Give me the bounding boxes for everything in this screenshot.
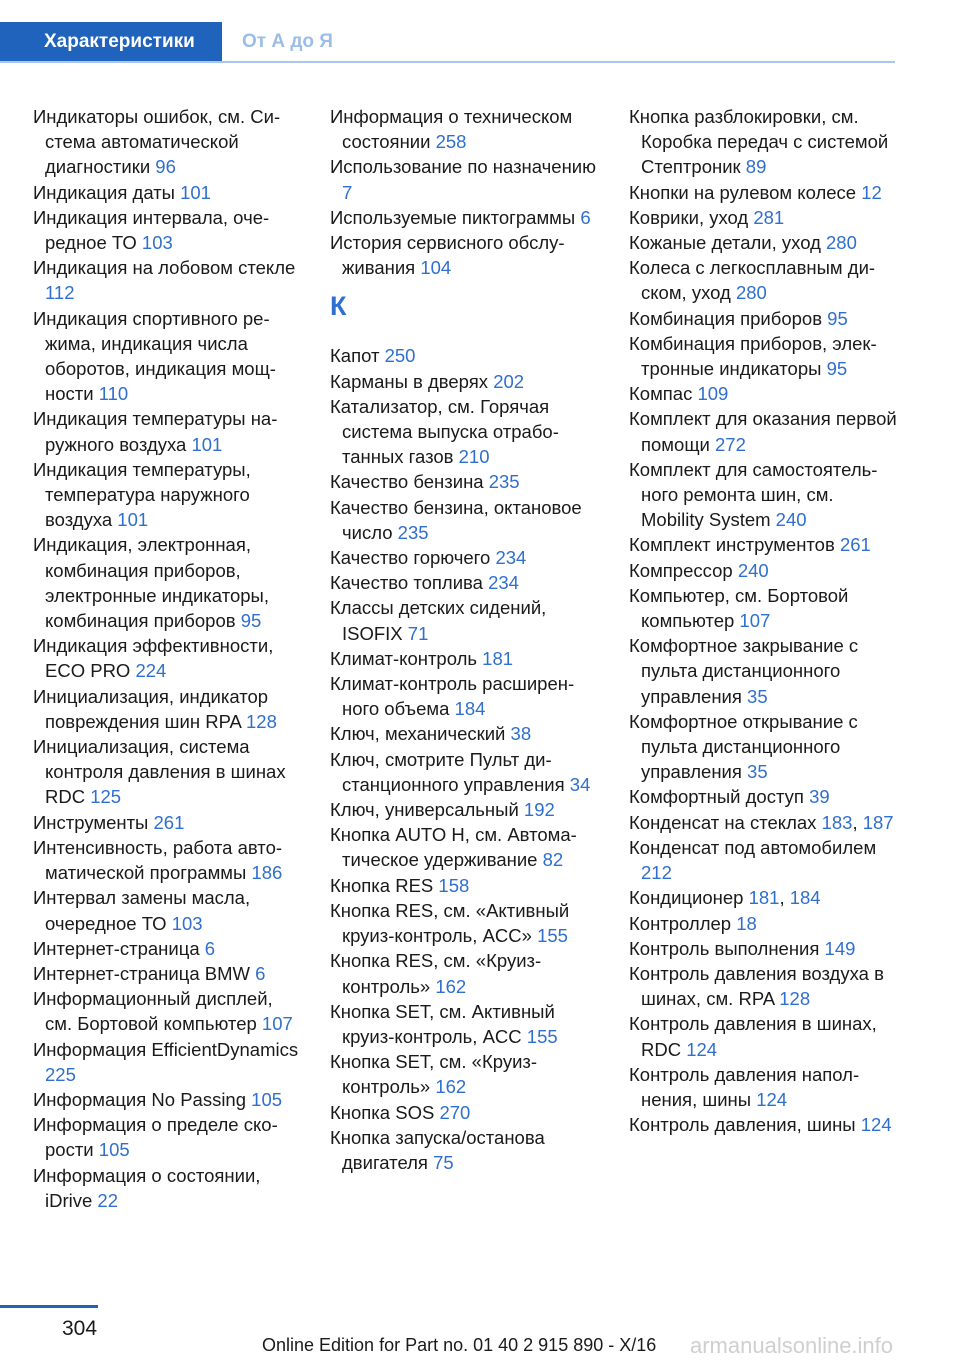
index-entry [629,810,899,835]
index-entry [330,671,600,721]
page-link[interactable]: 235 [397,521,429,543]
entry-term: Кнопка RES, см. «Активный круиз-контроль, ACC» [330,899,570,947]
entry-term: Качество бензина, октановое число [330,496,582,543]
entry-term: Кнопка SET, см. «Круиз-контроль» [330,1051,538,1098]
entry-term: Информация No Passing [33,1088,247,1110]
page-link[interactable]: 12 [861,181,882,203]
index-entry [629,961,899,1011]
index-entry [330,1100,600,1125]
entry-term: Интервал замены масла, очередное ТО [33,887,251,934]
page-link[interactable]: 124 [686,1038,718,1060]
index-entry [330,545,600,570]
page-link[interactable]: 280 [735,282,767,304]
page-link[interactable]: 184 [454,698,486,720]
page-link[interactable]: 235 [488,471,520,493]
page-link[interactable]: 107 [739,610,771,632]
entry-term: Информация о пределе скорости [33,1114,278,1161]
entry-term: Карманы в дверях [330,370,489,392]
page-link[interactable]: 110 [98,383,129,405]
page-link[interactable]: 105 [98,1139,130,1161]
entry-term: Контроль давления воздуха в шинах, см. RPA [629,962,884,1010]
index-entry [629,406,899,456]
page-link[interactable]: 250 [384,345,416,367]
index-entry [330,1049,600,1099]
entry-term: Комфортное закрывание с пульта дистанционного управления [629,635,859,707]
entry-term: Кнопка RES [330,874,434,896]
entry-term: Индикация интервала, очередное ТО [33,206,270,254]
index-entry [330,205,600,230]
index-entry [330,948,600,998]
index-entry [33,986,303,1036]
index-entry [33,1087,303,1112]
entry-term: Контроль давления в шинах, RDC [629,1013,877,1060]
entry-term: Кнопки на рулевом колесе [629,181,857,203]
entry-term: Кнопка AUTO H, см. Автоматическое удерживание [330,824,577,871]
entry-term: Кожаные детали, уход [629,232,821,254]
index-entry [330,721,600,746]
page-link[interactable]: 224 [135,660,167,682]
entry-term: Качество топлива [330,572,483,594]
page-link[interactable]: 103 [171,912,203,934]
entry-term: Кнопка SET, см. Активный круиз-контроль, ACC [330,1000,555,1047]
page-link[interactable]: 181 [748,887,780,909]
page-link[interactable]: 202 [493,370,525,392]
index-entry [330,230,600,280]
index-entry [629,331,899,381]
watermark: armanualsonline.info [690,1333,894,1358]
index-entry [33,104,303,180]
page-link[interactable]: 261 [839,534,871,556]
page-link[interactable]: 35 [747,685,768,707]
index-entry [629,381,899,406]
index-entry [629,784,899,809]
entry-term: Индикация спортивного режима, индикация числа оборотов, индикация мощности [33,307,276,405]
page-link[interactable]: 225 [45,1063,76,1085]
entry-term: Комплект инструментов [629,534,835,556]
page-link[interactable]: 234 [488,572,519,594]
page-link[interactable]: 210 [458,446,490,468]
page-link[interactable]: 95 [827,307,848,329]
entry-term: Ключ, механический [330,723,506,745]
index-column-3 [629,104,899,1137]
entry-term: Кондиционер [629,887,744,909]
page-link[interactable]: 192 [523,799,555,821]
index-entry [629,709,899,785]
entry-term: Индикация на лобовом стекле [33,257,296,279]
page-link[interactable]: 125 [90,786,122,808]
page-link[interactable]: 128 [779,988,811,1010]
index-entry [33,406,303,456]
index-entry [330,394,600,470]
entry-term: Информация о техническом состоянии [330,106,573,153]
entry-term: Ключ, смотрите Пульт дистанционного управления [330,748,565,795]
index-entry [330,1125,600,1175]
entry-term: Кнопка RES, см. «Круиз-контроль» [330,950,542,997]
index-entry [629,205,899,230]
page-link[interactable]: 124 [756,1088,788,1110]
page-link[interactable]: 39 [809,786,830,808]
entry-term: Компьютер, см. Бортовой компьютер [629,584,849,632]
index-entry [629,532,899,557]
page-link[interactable]: 109 [697,383,729,405]
page-link[interactable]: 107 [261,1013,293,1035]
index-entry [330,797,600,822]
index-entry [33,1163,303,1213]
index-entry [330,343,600,368]
page-link[interactable]: 155 [537,925,568,947]
entry-term: Контроллер [629,912,732,934]
index-entry [629,1011,899,1061]
index-entry [33,205,303,255]
page-link[interactable]: 158 [438,874,470,896]
index-entry [33,1037,303,1087]
entry-term: Информация о состоянии, iDrive [33,1164,261,1211]
tab-characteristics[interactable]: Характеристики [0,22,222,62]
section-letter: К [330,291,347,322]
index-entry [330,369,600,394]
entry-term: Конденсат на стеклах [629,811,817,833]
page-link[interactable]: 101 [191,433,223,455]
entry-term: Кнопка разблокировки, см. Коробка передач с системой Стептроник [629,106,889,178]
entry-term: Качество бензина [330,471,484,493]
index-entry [629,306,899,331]
page-link[interactable]: 270 [439,1101,471,1123]
entry-term: Использование по назначению [330,156,597,178]
index-entry [330,154,600,204]
index-entry [33,810,303,835]
page-link[interactable]: 162 [435,975,467,997]
page-link[interactable]: 96 [155,156,176,178]
index-entry [629,583,899,633]
page-link[interactable]: 212 [641,862,672,884]
index-entry [33,684,303,734]
header-tabbar [0,22,895,62]
index-entry [330,646,600,671]
index-entry [33,835,303,885]
entry-term: Компрессор [629,559,733,581]
entry-term: Используемые пиктограммы [330,206,576,228]
entry-term: Индикация, электронная, комбинация приборов, электронные индикаторы, комбинация приборов [33,534,269,632]
page-link[interactable]: 95 [240,610,262,632]
entry-term: Инициализация, система контроля давления в шинах RDC [33,736,286,808]
page-link[interactable]: 240 [737,559,769,581]
tab-a-to-z[interactable]: От А до Я [242,31,333,52]
entry-term: Интернет-страница [33,937,200,959]
index-entry [629,180,899,205]
entry-term: Контроль давления, шины [629,1114,856,1136]
page-link[interactable]: 162 [435,1076,467,1098]
index-entry [33,885,303,935]
page-link[interactable]: 82 [542,849,564,871]
page-link[interactable]: 89 [745,156,767,178]
index-entry [330,595,600,645]
entry-term: Ключ, универсальный [330,799,519,821]
entry-term: Контроль давления наполнения, шины [629,1063,860,1110]
entry-term: Инструменты [33,811,149,833]
index-entry [629,911,899,936]
index-entry [33,1112,303,1162]
entry-term: Компас [629,383,693,405]
page-link[interactable]: 103 [141,232,173,254]
page-link[interactable]: 104 [420,257,452,279]
index-entry [629,255,899,305]
index-entry [629,835,899,885]
page-link[interactable]: 18 [736,912,757,934]
entry-term: Комбинация приборов, электронные индикаторы [629,332,877,380]
entry-term: Кнопка SOS [330,1101,435,1123]
entry-term: Комплект для оказания первой помощи [629,408,897,455]
index-entry [629,104,899,180]
index-entry [33,734,303,810]
index-entry [629,558,899,583]
page-link[interactable]: 7 [342,181,353,203]
page-link[interactable]: 6 [204,937,216,959]
entry-term: Комфортное открывание с пульта дистанционного управления [629,710,858,783]
index-entry [33,180,303,205]
page-link[interactable]: 187 [862,811,894,833]
entry-term: Индикация даты [33,181,175,203]
index-entry [629,885,899,910]
index-column-2 [330,104,600,1175]
entry-term: Комплект для самостоятельного ремонта шин, см. Mobility System [629,458,878,531]
entry-term: Качество горючего [330,547,491,569]
entry-term: Комбинация приборов [629,307,823,329]
page-link[interactable]: 105 [251,1088,283,1110]
entry-term: Климат-контроль [330,647,478,669]
index-entry [33,633,303,683]
entry-term: Индикаторы ошибок, см. Система автоматической диагностики [33,106,281,178]
page-link[interactable]: 101 [117,509,149,531]
page-link[interactable]: 95 [826,358,848,380]
page-link[interactable]: 281 [753,206,785,228]
index-entry [330,495,600,545]
entry-term: История сервисного обслуживания [330,232,565,279]
index-entry [33,255,303,305]
entry-term: Индикация температуры наружного воздуха [33,408,278,455]
page-link[interactable]: 112 [45,282,75,304]
index-entry [33,936,303,961]
index-entry [330,898,600,948]
page-link[interactable]: 22 [97,1189,118,1211]
page-link[interactable]: 71 [407,622,429,644]
page-link[interactable]: 181 [482,647,514,669]
entry-term: Комфортный доступ [629,786,804,808]
index-entry [330,469,600,494]
page-link[interactable]: 149 [824,937,856,959]
page-link[interactable]: 34 [569,773,591,795]
header-divider [0,61,895,63]
index-entry [330,104,600,154]
entry-term: Кнопка запуска/останова двигателя [330,1126,545,1173]
index-entry [629,1112,899,1137]
entry-term: Катализатор, см. Горячая система выпуска отработанных газов [330,395,559,468]
index-entry [33,457,303,533]
index-entry [33,532,303,633]
index-entry [330,822,600,872]
edition-note: Online Edition for Part no. 01 40 2 915 890 - X/16 [262,1335,657,1355]
entry-term: Интернет-страница BMW [33,962,250,984]
page-link[interactable]: 258 [435,131,467,153]
page-link[interactable]: 101 [180,181,211,203]
index-entry [629,936,899,961]
entry-term: Контроль выполнения [629,937,820,959]
page-separator: , [852,811,858,833]
entry-term: Информационный дисплей, см. Бортовой компьютер [33,988,273,1035]
page-link[interactable]: 261 [153,811,185,833]
page-link[interactable]: 124 [860,1114,892,1136]
page-link[interactable]: 128 [246,710,277,732]
page-link[interactable]: 183 [821,811,853,833]
index-entry [33,306,303,407]
entry-term: Инициализация, индикатор повреждения шин RPA [33,685,269,732]
entry-term: Климат-контроль расширенного объема [330,673,575,720]
index-column-1 [33,104,303,1213]
entry-term: Коврики, уход [629,206,749,228]
index-entry [629,230,899,255]
page-separator: , [779,887,785,909]
index-entry [330,999,600,1049]
page-link[interactable]: 6 [255,962,266,984]
page-number: 304 [62,1317,98,1340]
index-entry [629,1062,899,1112]
page-link[interactable]: 184 [789,887,821,909]
page-link[interactable]: 6 [580,206,591,228]
entry-term: Колеса с легкосплавным диском, уход [629,257,876,304]
page-link[interactable]: 186 [251,862,283,884]
entry-term: Конденсат под автомобилем [629,836,877,858]
entry-term: Капот [330,345,380,367]
footer-divider [0,1305,98,1308]
page-link[interactable]: 35 [747,761,768,783]
index-entry [330,873,600,898]
entry-term: Интенсивность, работа автоматической программы [33,836,283,884]
index-entry [629,633,899,709]
page-link[interactable]: 75 [433,1151,454,1173]
index-entry [330,570,600,595]
page-link[interactable]: 38 [510,723,532,745]
entry-term: Индикация температуры, температура наружного воздуха [33,458,251,531]
index-entry [33,961,303,986]
entry-term: Информация EfficientDynamics [33,1038,299,1060]
page-link[interactable]: 155 [526,1025,558,1047]
index-entry [629,457,899,533]
index-entry [330,747,600,797]
page-link[interactable]: 272 [715,433,746,455]
page-link[interactable]: 240 [775,509,807,531]
entry-term: Индикация эффективности, ECO PRO [33,635,274,682]
entry-term: Классы детских сидений, ISOFIX [330,597,547,644]
page-link[interactable]: 280 [826,232,857,254]
page-link[interactable]: 234 [495,547,527,569]
